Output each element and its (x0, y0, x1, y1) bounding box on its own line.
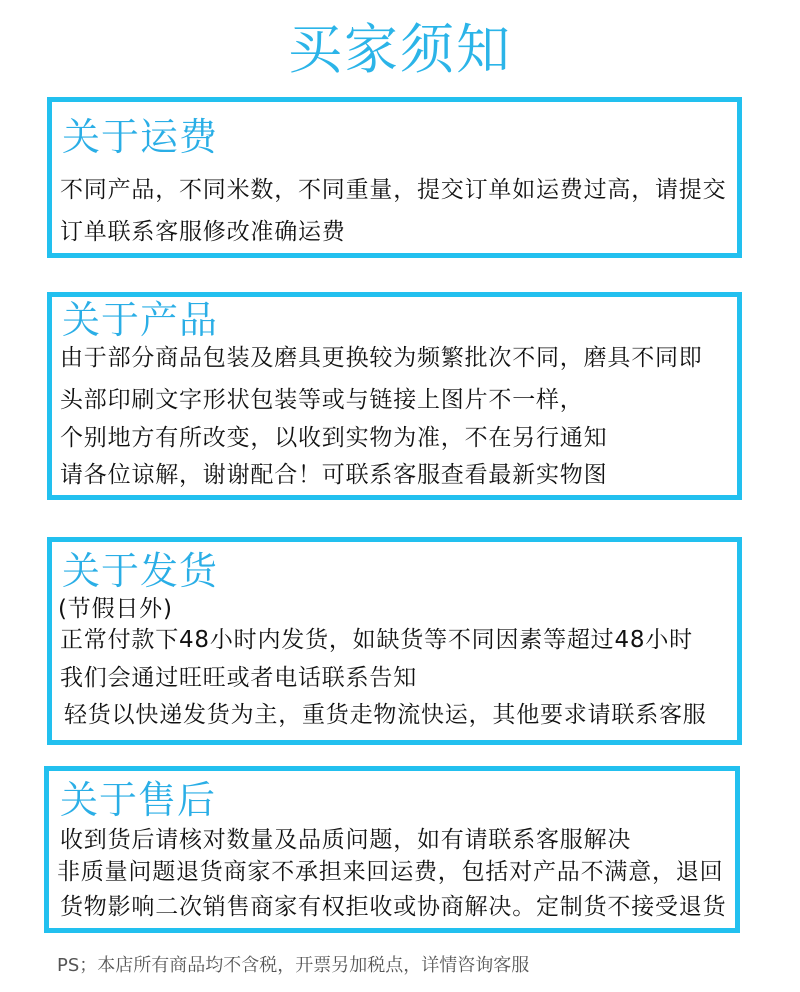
section-heading-product: 关于产品 (62, 298, 219, 342)
section-heading-delivery: 关于发货 (62, 549, 219, 593)
section-text-line: 货物影响二次销售商家有权拒收或协商解决。定制货不接受退货 (60, 894, 727, 920)
section-text-line: (节假日外) (58, 596, 173, 622)
section-heading-after-sales: 关于售后 (60, 778, 217, 822)
section-text-line: 由于部分商品包装及磨具更换较为频繁批次不同，磨具不同即 (60, 345, 703, 371)
section-text-line: 轻货以快递发货为主，重货走物流快运，其他要求请联系客服 (64, 702, 707, 728)
section-text-line: 个别地方有所改变，以收到实物为准，不在另行通知 (60, 425, 608, 451)
section-text-line: 非质量问题退货商家不承担来回运费，包括对产品不满意，退回 (57, 859, 724, 885)
footer-note: PS；本店所有商品均不含税，开票另加税点，详情咨询客服 (57, 955, 530, 976)
section-text-line: 正常付款下48小时内发货，如缺货等不同因素等超过48小时 (60, 627, 693, 653)
section-text-line: 收到货后请核对数量及品质问题，如有请联系客服解决 (60, 827, 632, 853)
section-product (47, 292, 742, 500)
section-text-line: 头部印刷文字形状包装等或与链接上图片不一样， (60, 387, 584, 413)
section-after-sales (44, 766, 740, 933)
section-text-line: 不同产品，不同米数，不同重量，提交订单如运费过高，请提交 (60, 177, 727, 203)
section-text-line: 我们会通过旺旺或者电话联系告知 (60, 665, 417, 691)
section-text-line: 订单联系客服修改准确运费 (60, 219, 346, 245)
page-title: 买家须知 (288, 18, 512, 81)
section-heading-shipping-fee: 关于运费 (62, 115, 219, 159)
section-shipping-fee (47, 97, 742, 258)
section-text-line: 请各位谅解，谢谢配合！可联系客服查看最新实物图 (60, 462, 608, 488)
section-delivery (47, 537, 742, 745)
